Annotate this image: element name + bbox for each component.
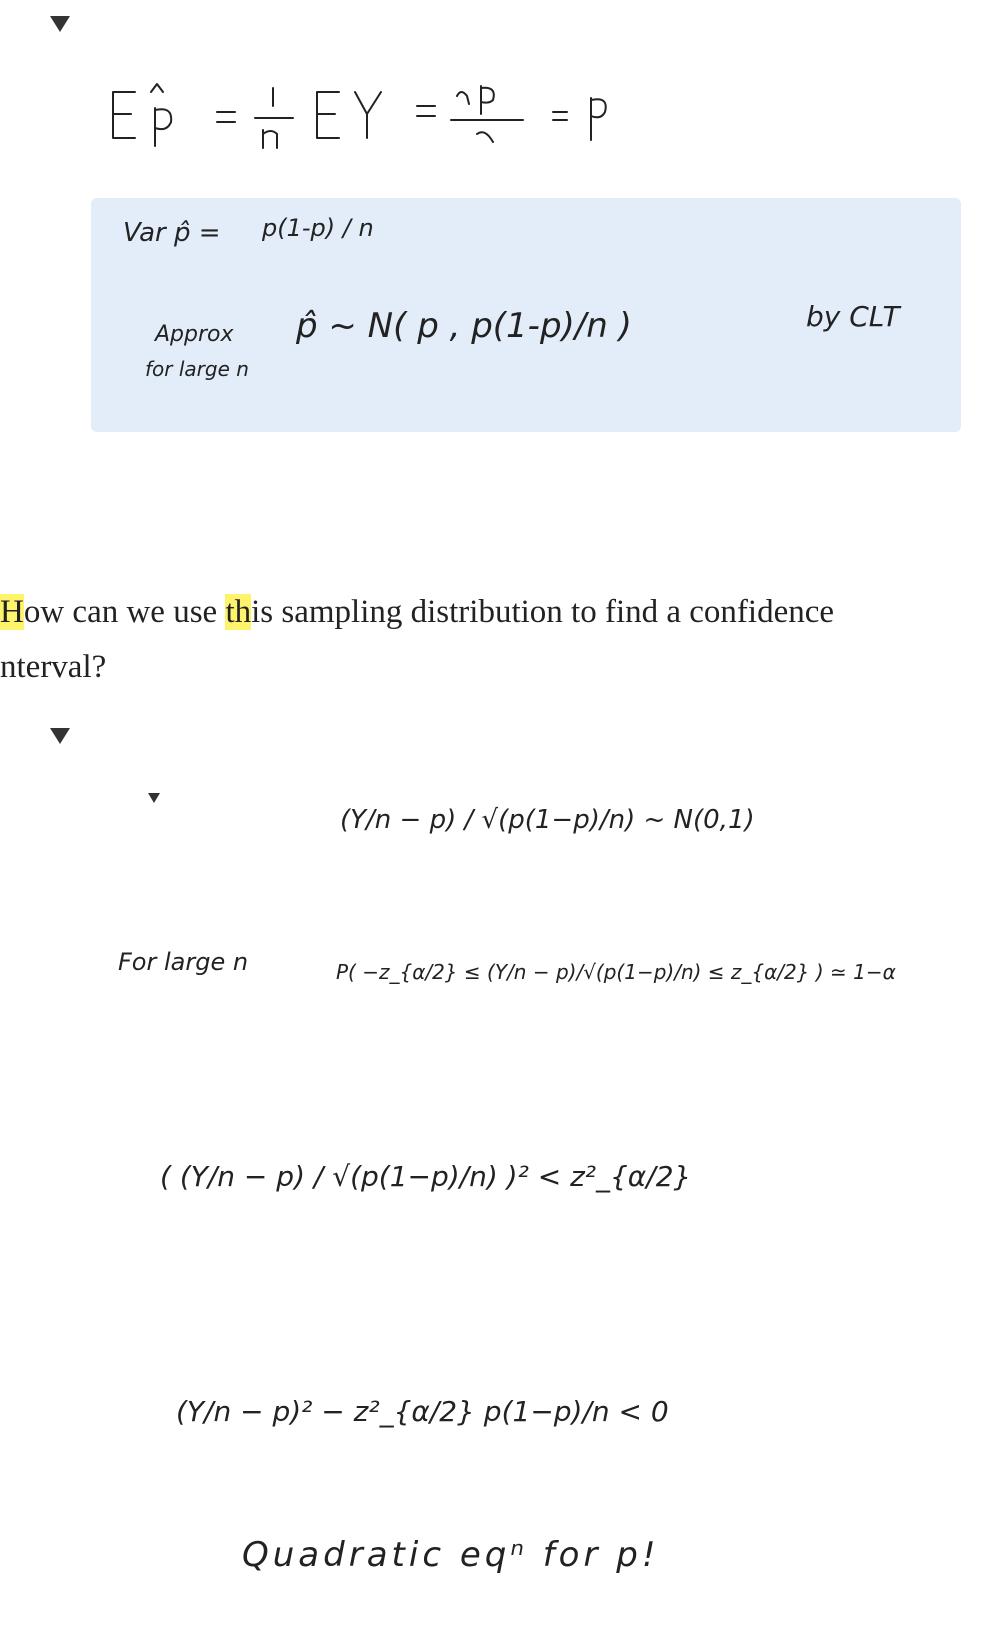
collapse-toggle-3[interactable] — [148, 793, 160, 803]
approx-formula: p̂ ~ N( p , p(1-p)/n ) — [296, 306, 632, 346]
approx-label: Approx — [155, 322, 234, 347]
variance-value: p(1-p) / n — [262, 214, 374, 242]
expectation-equation — [105, 70, 645, 170]
highlight-h: H — [0, 594, 24, 630]
variance-label: Var p̂ = — [123, 218, 221, 248]
question-paragraph — [0, 585, 960, 695]
question-text-b: is sampling distribution to find a confidence — [251, 594, 835, 630]
probability-statement: P( −z_{α/2} ≤ (Y/n − p)/√(p(1−p)/n) ≤ z_{α/2} ) ≃ 1−α — [336, 960, 896, 984]
quadratic-form: (Y/n − p)² − z²_{α/2} p(1−p)/n < 0 — [176, 1395, 669, 1428]
question-text-c: nterval? — [0, 649, 107, 685]
squared-inequality: ( (Y/n − p) / √(p(1−p)/n) )² < z²_{α/2} — [160, 1160, 692, 1193]
standardized-statistic: (Y/n − p) / √(p(1−p)/n) ~ N(0,1) — [340, 805, 755, 835]
by-clt-label: by CLT — [806, 300, 900, 333]
highlight-th: th — [225, 594, 252, 630]
for-large-n-label: For large n — [118, 948, 249, 976]
collapse-toggle-2[interactable] — [50, 728, 70, 744]
expectation-handwriting — [105, 70, 645, 170]
question-text-a: ow can we use — [23, 594, 226, 630]
approx-sublabel: for large n — [145, 357, 249, 381]
conclusion: Quadratic eqⁿ for p! — [242, 1535, 660, 1575]
collapse-toggle-1[interactable] — [50, 16, 70, 32]
